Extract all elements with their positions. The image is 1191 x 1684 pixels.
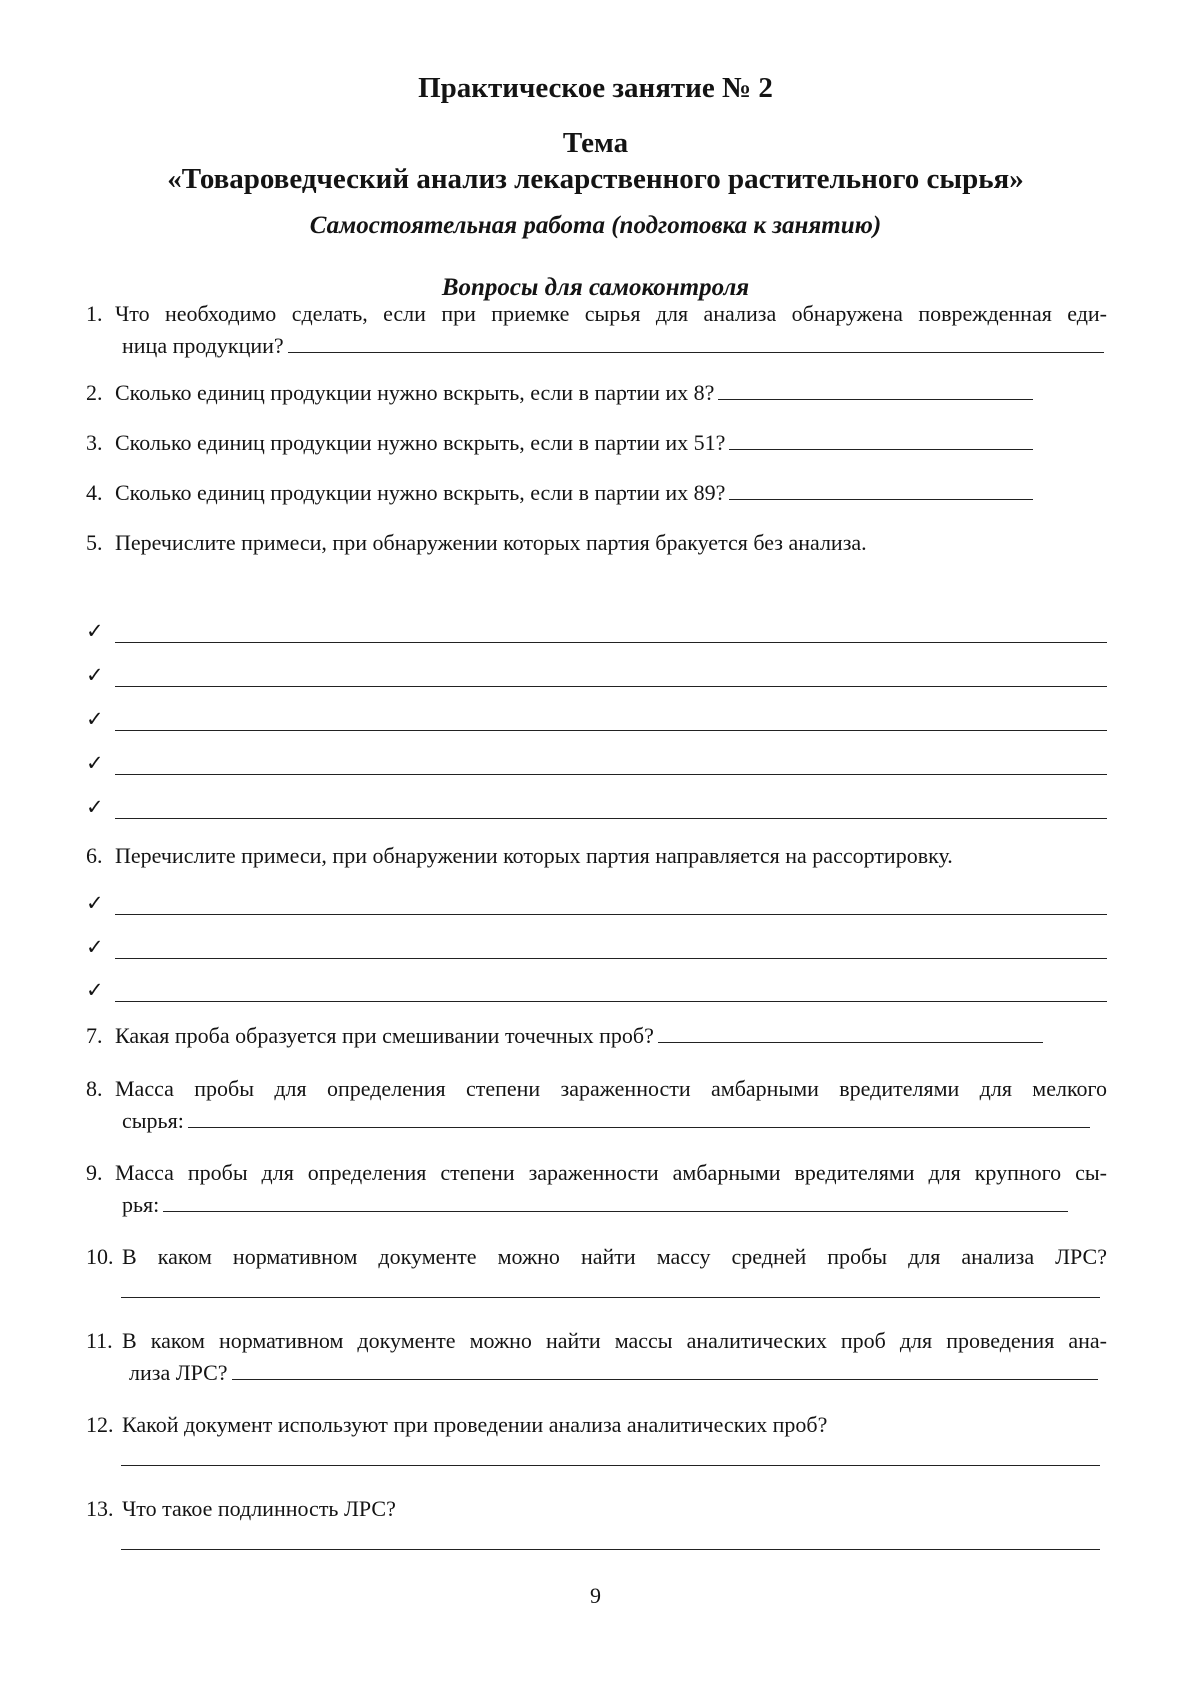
question-text: Какой документ используют при проведении анализа аналитических проб? [122,1412,828,1437]
question-12 [86,1409,1107,1441]
answer-line[interactable] [729,427,1033,450]
answer-line[interactable] [115,774,1107,775]
checklist-item [86,791,1107,823]
answer-line[interactable] [115,686,1107,687]
question-text: Масса пробы для определения степени зараженности амбарными вредителями для мелкого [115,1076,1107,1101]
topic-title: «Товароведческий анализ лекарственного растительного сырья» [167,163,1024,195]
question-1 [86,298,1107,362]
answer-line[interactable] [188,1105,1090,1128]
question-8 [86,1073,1107,1137]
answer-line[interactable] [115,730,1107,731]
question-text: В каком нормативном документе можно найти массы аналитических проб для проведения ана- [122,1328,1107,1353]
answer-line[interactable] [115,958,1107,959]
question-number: 3. [86,430,103,455]
question-number: 9. [86,1160,103,1185]
question-4 [86,477,1107,509]
checkmark-icon: ✓ [86,935,104,959]
question-text-cont: лиза ЛРС? [129,1360,228,1385]
answer-line[interactable] [729,477,1033,500]
question-number: 11. [86,1328,113,1353]
question-text: Перечислите примеси, при обнаружении которых партия направляется на рассортировку. [115,843,953,868]
question-text-cont: сырья: [122,1108,184,1133]
answer-line[interactable] [115,914,1107,915]
checkmark-icon: ✓ [86,619,104,643]
question-number: 8. [86,1076,103,1101]
question-number: 1. [86,301,103,326]
question-2 [86,377,1107,409]
checklist-item [86,703,1107,735]
answer-line[interactable] [115,818,1107,819]
question-text: Какая проба образуется при смешивании точечных проб? [115,1023,654,1048]
question-13 [86,1493,1107,1525]
question-text-cont: рья: [122,1192,160,1217]
question-11 [86,1325,1107,1389]
question-number: 4. [86,480,103,505]
page-title: Практическое занятие № 2 [418,72,773,104]
question-number: 2. [86,380,103,405]
answer-line[interactable] [163,1189,1068,1212]
section-heading: Вопросы для самоконтроля [441,274,750,301]
answer-line[interactable] [121,1465,1100,1466]
question-text: В каком нормативном документе можно найти массу средней пробы для анализа ЛРС? [122,1244,1107,1269]
question-text: Что необходимо сделать, если при приемке сырья для анализа обнаружена поврежденная еди- [115,301,1107,326]
question-9 [86,1157,1107,1221]
answer-line[interactable] [718,377,1033,400]
question-number: 7. [86,1023,103,1048]
question-text: Сколько единиц продукции нужно вскрыть, если в партии их 51? [115,430,726,455]
checklist-item [86,887,1107,919]
checklist-item [86,615,1107,647]
question-6 [86,840,1107,872]
checklist-item [86,974,1107,1006]
checkmark-icon: ✓ [86,663,104,687]
question-number: 10. [86,1244,114,1269]
subtitle: Самостоятельная работа (подготовка к занятию) [309,212,882,239]
answer-line[interactable] [232,1357,1098,1380]
question-text-cont: ница продукции? [122,333,284,358]
question-10 [86,1241,1107,1305]
checklist-item [86,659,1107,691]
question-3 [86,427,1107,459]
page-number: 9 [590,1583,601,1608]
question-number: 5. [86,530,103,555]
question-text: Сколько единиц продукции нужно вскрыть, если в партии их 89? [115,480,726,505]
answer-line[interactable] [121,1297,1100,1298]
checklist-item [86,931,1107,963]
checkmark-icon: ✓ [86,891,104,915]
checkmark-icon: ✓ [86,795,104,819]
answer-line[interactable] [658,1020,1043,1043]
checklist-item [86,747,1107,779]
answer-line[interactable] [121,1549,1100,1550]
question-text: Сколько единиц продукции нужно вскрыть, если в партии их 8? [115,380,715,405]
answer-line[interactable] [115,1001,1107,1002]
question-7 [86,1020,1107,1052]
question-text: Масса пробы для определения степени зараженности амбарными вредителями для крупного сы- [115,1160,1107,1185]
question-number: 13. [86,1496,114,1521]
question-text: Перечислите примеси, при обнаружении которых партия бракуется без анализа. [115,530,867,555]
question-number: 12. [86,1412,114,1437]
tema-label: Тема [562,127,629,159]
checkmark-icon: ✓ [86,707,104,731]
question-text: Что такое подлинность ЛРС? [122,1496,396,1521]
checkmark-icon: ✓ [86,751,104,775]
answer-line[interactable] [288,330,1104,353]
checkmark-icon: ✓ [86,978,104,1002]
answer-line[interactable] [115,642,1107,643]
question-5 [86,527,1107,559]
question-number: 6. [86,843,103,868]
